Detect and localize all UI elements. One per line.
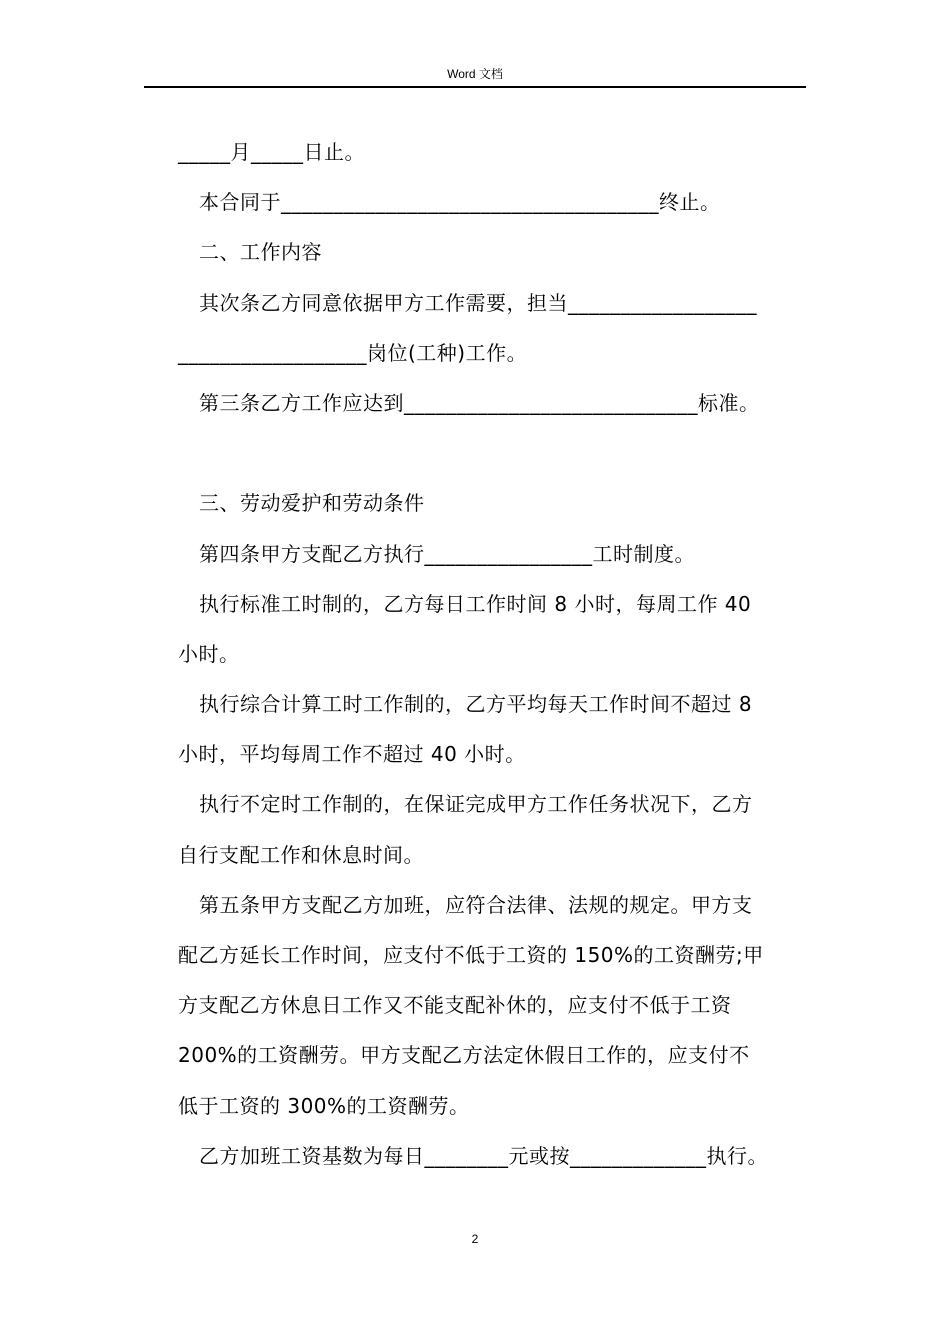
header-divider [144,86,806,88]
paragraph-line: 配乙方延长工作时间，应支付不低于工资的 150%的工资酬劳;甲 [178,943,764,967]
page-header: Word 文档 [447,67,503,81]
paragraph-line: 第四条甲方支配乙方执行________________工时制度。 [199,541,695,566]
paragraph-line: 其次条乙方同意依据甲方工作需要，担当__________________ [199,290,757,315]
document-body [178,127,803,1181]
paragraph-line: __________________岗位(工种)工作。 [178,340,528,365]
paragraph-line: 执行综合计算工时工作制的，乙方平均每天工作时间不超过 8 [199,692,753,717]
paragraph-line: 执行不定时工作制的，在保证完成甲方工作任务状况下，乙方 [199,792,753,817]
paragraph-line: 小时。 [178,641,240,666]
page-number: 2 [471,1232,479,1246]
paragraph-line: 200%的工资酬劳。甲方支配乙方法定休假日工作的，应支付不 [178,1043,750,1068]
paragraph-line: 小时，平均每周工作不超过 40 小时。 [178,742,526,767]
paragraph-line: _____月_____日止。 [178,140,365,164]
paragraph-line: 低于工资的 300%的工资酬劳。 [178,1093,470,1118]
section-heading: 三、劳动爱护和劳动条件 [199,491,425,516]
paragraph-line: 第三条乙方工作应达到____________________________标准。 [199,390,760,415]
paragraph-line: 自行支配工作和休息时间。 [178,842,424,867]
paragraph-line: 执行标准工时制的，乙方每日工作时间 8 小时，每周工作 40 [199,591,752,616]
paragraph-line: 乙方加班工资基数为每日________元或按_____________执行。 [199,1143,768,1168]
blank-spacer [178,428,803,478]
section-heading: 二、工作内容 [199,240,322,265]
paragraph-line: 方支配乙方休息日工作又不能支配补休的，应支付不低于工资 [178,993,732,1018]
paragraph-line: 本合同于____________________________________终止。 [199,190,721,215]
paragraph-line: 第五条甲方支配乙方加班，应符合法律、法规的规定。甲方支 [199,892,753,917]
